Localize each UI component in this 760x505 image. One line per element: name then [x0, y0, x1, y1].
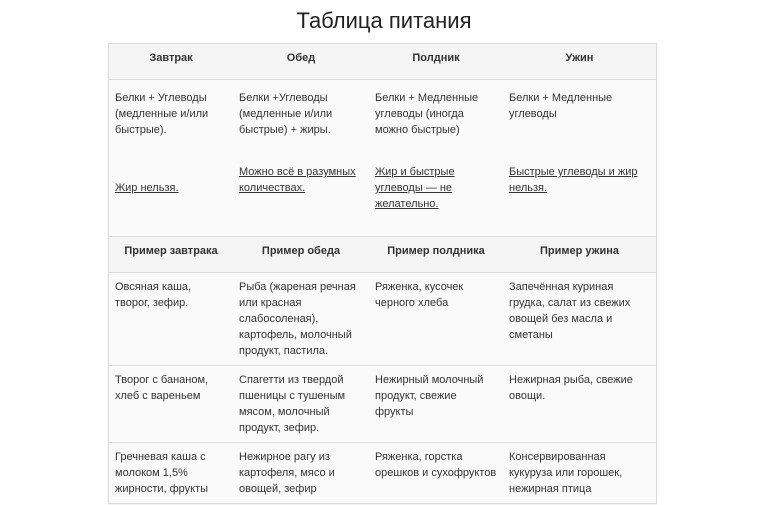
example-cell: Овсяная каша, творог, зефир. [109, 273, 233, 366]
example-cell: Нежирная рыба, свежие овощи. [503, 366, 656, 443]
rule-text: Белки + Углеводы (медленные и/или быстрые). [115, 92, 209, 136]
example-cell: Ряженка, кусочек черного хлеба [369, 273, 503, 366]
examples-header-row [109, 237, 656, 273]
example-cell: Ряженка, горстка орешков и сухофруктов [369, 443, 503, 504]
rule-text: Белки +Углеводы (медленные и/или быстрые) + жиры. [239, 92, 333, 136]
rule-text: Белки + Медленные углеводы [509, 92, 613, 120]
header-dinner: Ужин [503, 44, 656, 80]
example-cell: Рыба (жареная речная или красная слабосоленая), картофель, молочный продукт, пастила. [233, 273, 369, 366]
rules-row [109, 80, 656, 237]
example-cell: Творог с бананом, хлеб с вареньем [109, 366, 233, 443]
example-cell: Консервированная кукуруза или горошек, нежирная птица [503, 443, 656, 504]
nutrition-table [108, 43, 657, 504]
rule-cell-breakfast [109, 80, 233, 237]
example-cell: Нежирное рагу из картофеля, мясо и овощей, зефир [233, 443, 369, 504]
rule-cell-snack [369, 80, 503, 237]
nutrition-table-grid [109, 44, 656, 503]
example-header-dinner: Пример ужина [503, 237, 656, 273]
example-cell: Нежирный молочный продукт, свежие фрукты [369, 366, 503, 443]
example-header-breakfast: Пример завтрака [109, 237, 233, 273]
header-breakfast: Завтрак [109, 44, 233, 80]
example-row [109, 273, 656, 366]
rule-note: Жир и быстрые углеводы — не желательно. [375, 166, 455, 210]
rule-text: Белки + Медленные углеводы (иногда можно быстрые) [375, 92, 479, 136]
example-header-snack: Пример полдника [369, 237, 503, 273]
example-row [109, 366, 656, 443]
rule-note: Жир нельзя. [115, 182, 179, 194]
example-row [109, 443, 656, 504]
table-header-row [109, 44, 656, 80]
rule-note: Быстрые углеводы и жир нельзя. [509, 166, 638, 194]
example-cell: Гречневая каша с молоком 1,5% жирности, фрукты [109, 443, 233, 504]
page-title: Таблица питания [296, 8, 472, 33]
rule-cell-dinner [503, 80, 656, 237]
rule-note: Можно всё в разумных количествах. [239, 166, 356, 194]
rule-cell-lunch [233, 80, 369, 237]
example-cell: Спагетти из твердой пшеницы с тушеным мясом, молочный продукт, зефир. [233, 366, 369, 443]
example-cell: Запечённая куриная грудка, салат из свежих овощей без масла и сметаны [503, 273, 656, 366]
example-header-lunch: Пример обеда [233, 237, 369, 273]
header-lunch: Обед [233, 44, 369, 80]
header-snack: Полдник [369, 44, 503, 80]
